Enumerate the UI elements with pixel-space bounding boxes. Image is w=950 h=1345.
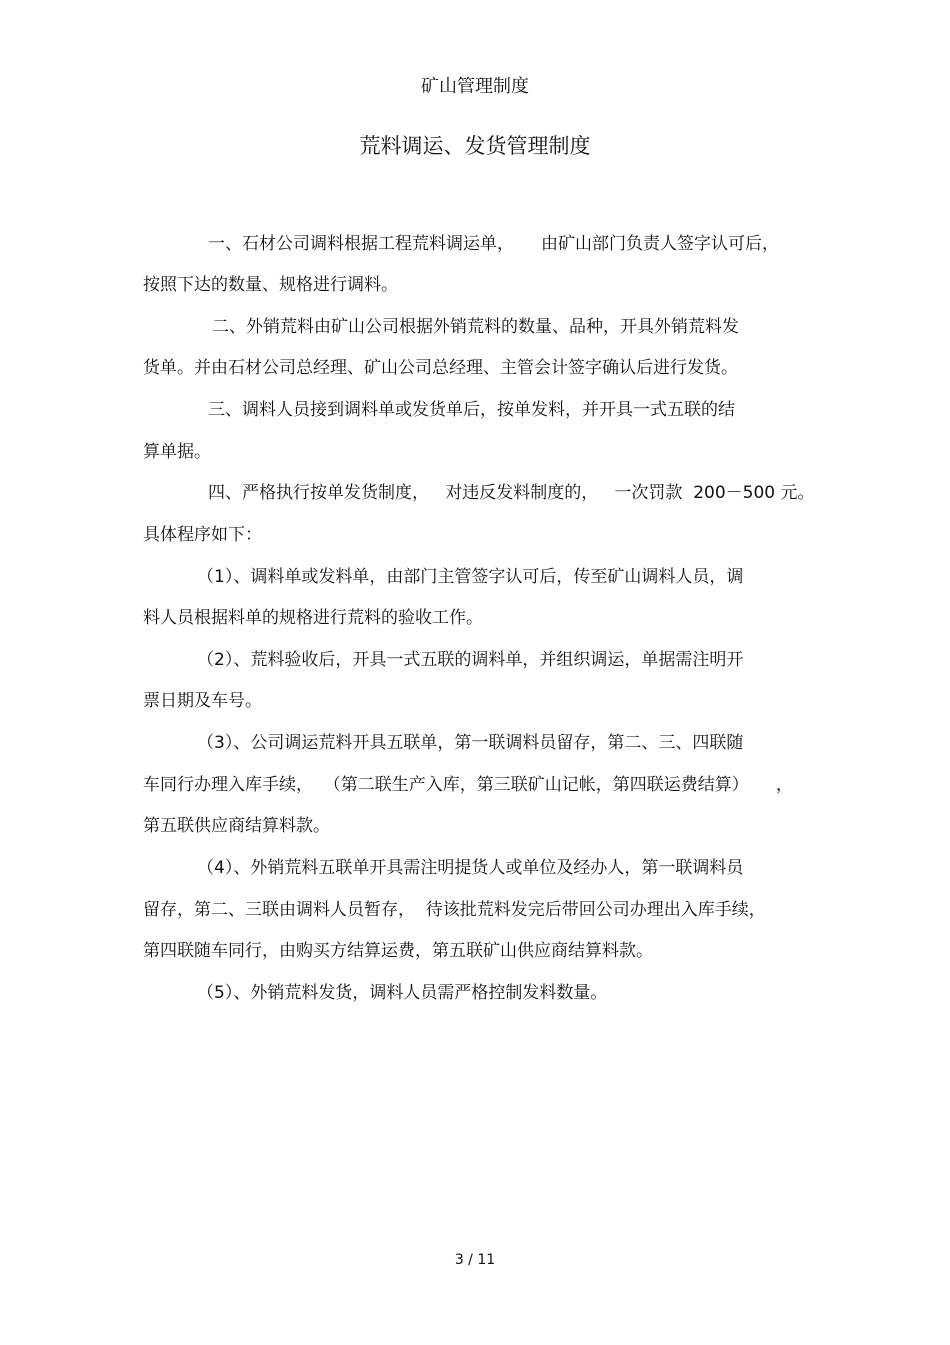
body-line: （5）、外销荒料发货，调料人员需严格控制发料数量。 (197, 983, 608, 1003)
body-line: （1）、调料单或发料单，由部门主管签字认可后，传至矿山调料人员，调 (197, 567, 744, 587)
running-header: 矿山管理制度 (421, 76, 529, 97)
body-line: 料人员根据料单的规格进行荒料的验收工作。 (143, 608, 483, 628)
body-line: 票日期及车号。 (143, 691, 262, 711)
body-line: （3）、公司调运荒料开具五联单，第一联调料员留存，第二、三、四联随 (197, 733, 744, 753)
body-line: 按照下达的数量、规格进行调料。 (143, 275, 398, 295)
body-line: 货单。并由石材公司总经理、矿山公司总经理、主管会计签字确认后进行发货。 (143, 358, 738, 378)
document-title: 荒料调运、发货管理制度 (359, 134, 591, 158)
body-line: 第四联随车同行，由购买方结算运费，第五联矿山供应商结算料款。 (143, 941, 653, 961)
body-line: 具体程序如下： (143, 525, 262, 545)
body-line: 一、石材公司调料根据工程荒料调运单， 由矿山部门负责人签字认可后， (208, 234, 780, 254)
body-line: 四、严格执行按单发货制度， 对违反发料制度的， 一次罚款 200－500 元。 (208, 483, 815, 503)
body-line: 二、外销荒料由矿山公司根据外销荒料的数量、品种，开具外销荒料发 (212, 317, 739, 337)
body-line: （2）、荒料验收后，开具一式五联的调料单，并组织调运，单据需注明开 (197, 650, 744, 670)
body-line: 第五联供应商结算料款。 (143, 816, 330, 836)
body-line: 留存，第二、三联由调料人员暂存， 待该批荒料发完后带回公司办理出入库手续， (143, 900, 766, 920)
body-line: 算单据。 (143, 442, 211, 462)
body-line: 三、调料人员接到调料单或发货单后，按单发料，并开具一式五联的结 (208, 400, 735, 420)
body-line: 车同行办理入库手续， （第二联生产入库，第三联矿山记帐，第四联运费结算） ， (143, 775, 793, 795)
body-line: （4）、外销荒料五联单开具需注明提货人或单位及经办人，第一联调料员 (197, 858, 744, 878)
page-number: 3 / 11 (454, 1252, 496, 1268)
